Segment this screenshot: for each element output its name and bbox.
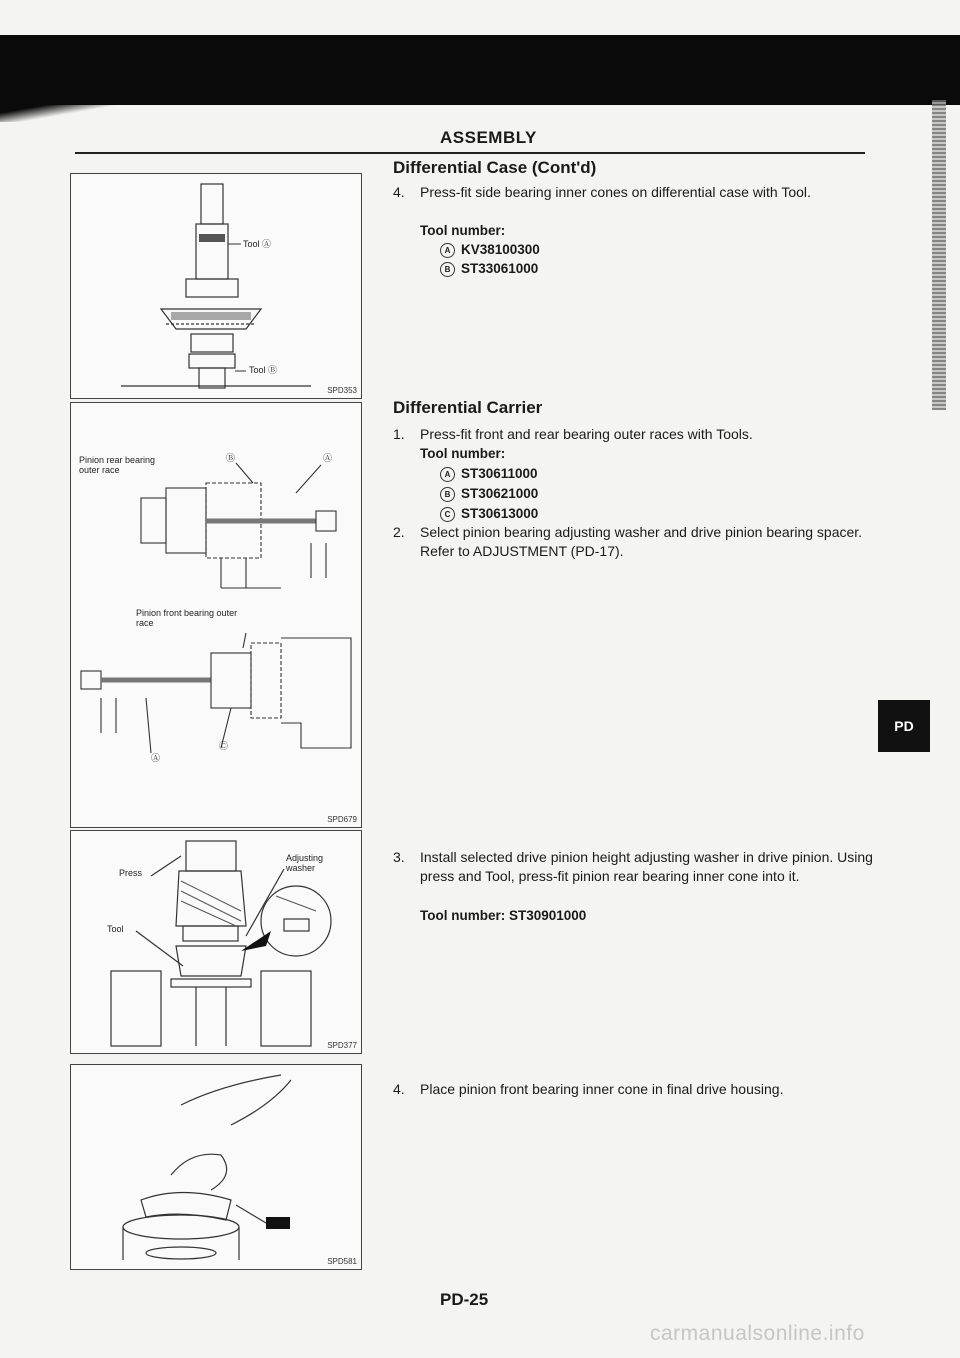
- figure-outer-race-press: [70, 402, 362, 828]
- mark-a: Ⓐ: [323, 453, 333, 463]
- step-text: Install selected drive pinion height adjusting washer in drive pinion. Using press and Tool, press-fit pinion rear bearing inner cone into it.: [420, 849, 873, 884]
- figure-front-cone-place: [70, 1064, 362, 1270]
- heading-rule: [75, 152, 865, 154]
- tool-line: Tool number: ST30901000: [420, 908, 587, 923]
- step-text: Place pinion front bearing inner cone in final drive housing.: [420, 1081, 784, 1097]
- press-label: Press: [119, 868, 143, 878]
- circle-mark: B: [440, 262, 455, 277]
- page-heading: ASSEMBLY: [440, 128, 537, 147]
- tool-line: [440, 240, 540, 259]
- adjusting-washer-label: Adjusting washer: [286, 853, 324, 873]
- tool-code: ST30621000: [461, 486, 539, 501]
- step-2-select-washer: [393, 523, 873, 561]
- tool-code: ST30611000: [461, 466, 538, 481]
- mark-b: Ⓑ: [226, 453, 236, 463]
- figure-rear-cone-press: [70, 830, 362, 1054]
- tool-heading: Tool number:: [420, 223, 506, 238]
- tool-heading: Tool number:: [420, 446, 506, 461]
- tool-label: Tool: [107, 924, 124, 934]
- figure-drawing: [71, 174, 361, 398]
- step-number: 4.: [393, 1081, 405, 1097]
- tool-line: [440, 464, 538, 483]
- rear-race-label: Pinion rear bearing outer race: [79, 455, 156, 475]
- figure-drawing: [71, 1065, 361, 1269]
- mark-c: Ⓒ: [219, 741, 229, 751]
- circle-mark: B: [440, 487, 455, 502]
- tool-code: ST30613000: [461, 506, 539, 521]
- figure-code: SPD377: [327, 1041, 357, 1050]
- step-number: 1.: [393, 426, 405, 442]
- watermark: carmanualsonline.info: [650, 1322, 865, 1345]
- tool-line: [440, 504, 538, 523]
- page-number: PD-25: [440, 1290, 489, 1309]
- circle-mark: A: [440, 467, 455, 482]
- step-text: Press-fit side bearing inner cones on differential case with Tool.: [420, 184, 811, 200]
- tool-line: [440, 259, 538, 278]
- front-race-label: Pinion front bearing outer race: [136, 608, 238, 628]
- step-number: 3.: [393, 849, 405, 865]
- mark-a-lower: Ⓐ: [151, 753, 161, 763]
- step-text: Press-fit front and rear bearing outer races with Tools.: [420, 426, 753, 442]
- tool-line: [440, 484, 538, 503]
- right-scan-edge: [932, 100, 946, 410]
- tool-code: ST33061000: [461, 261, 539, 276]
- top-scan-band: [0, 35, 960, 105]
- circle-mark: C: [440, 507, 455, 522]
- tool-b-label: Tool Ⓑ: [249, 365, 278, 375]
- tool-a-label: Tool Ⓐ: [243, 239, 272, 249]
- step-number: 2.: [393, 524, 405, 540]
- step-4-front-cone: [393, 1080, 873, 1099]
- step-3-install-washer: [393, 848, 873, 886]
- figure-code: SPD679: [327, 815, 357, 824]
- section-title-case: Differential Case (Cont'd): [393, 158, 597, 177]
- step-text: Select pinion bearing adjusting washer and drive pinion bearing spacer. Refer to ADJUSTMENT (PD-17).: [420, 524, 863, 559]
- tool-code: KV38100300: [461, 242, 540, 257]
- top-scan-fade: [0, 100, 120, 122]
- figure-code: SPD581: [327, 1257, 357, 1266]
- figure-code: SPD353: [327, 386, 357, 395]
- section-title-carrier: Differential Carrier: [393, 398, 543, 417]
- step-number: 4.: [393, 184, 405, 200]
- step-4-side-bearing: [393, 183, 873, 202]
- section-tab-pd: PD: [878, 700, 930, 752]
- figure-side-bearing-press: [70, 173, 362, 399]
- step-1-outer-races: [393, 425, 873, 444]
- circle-mark: A: [440, 243, 455, 258]
